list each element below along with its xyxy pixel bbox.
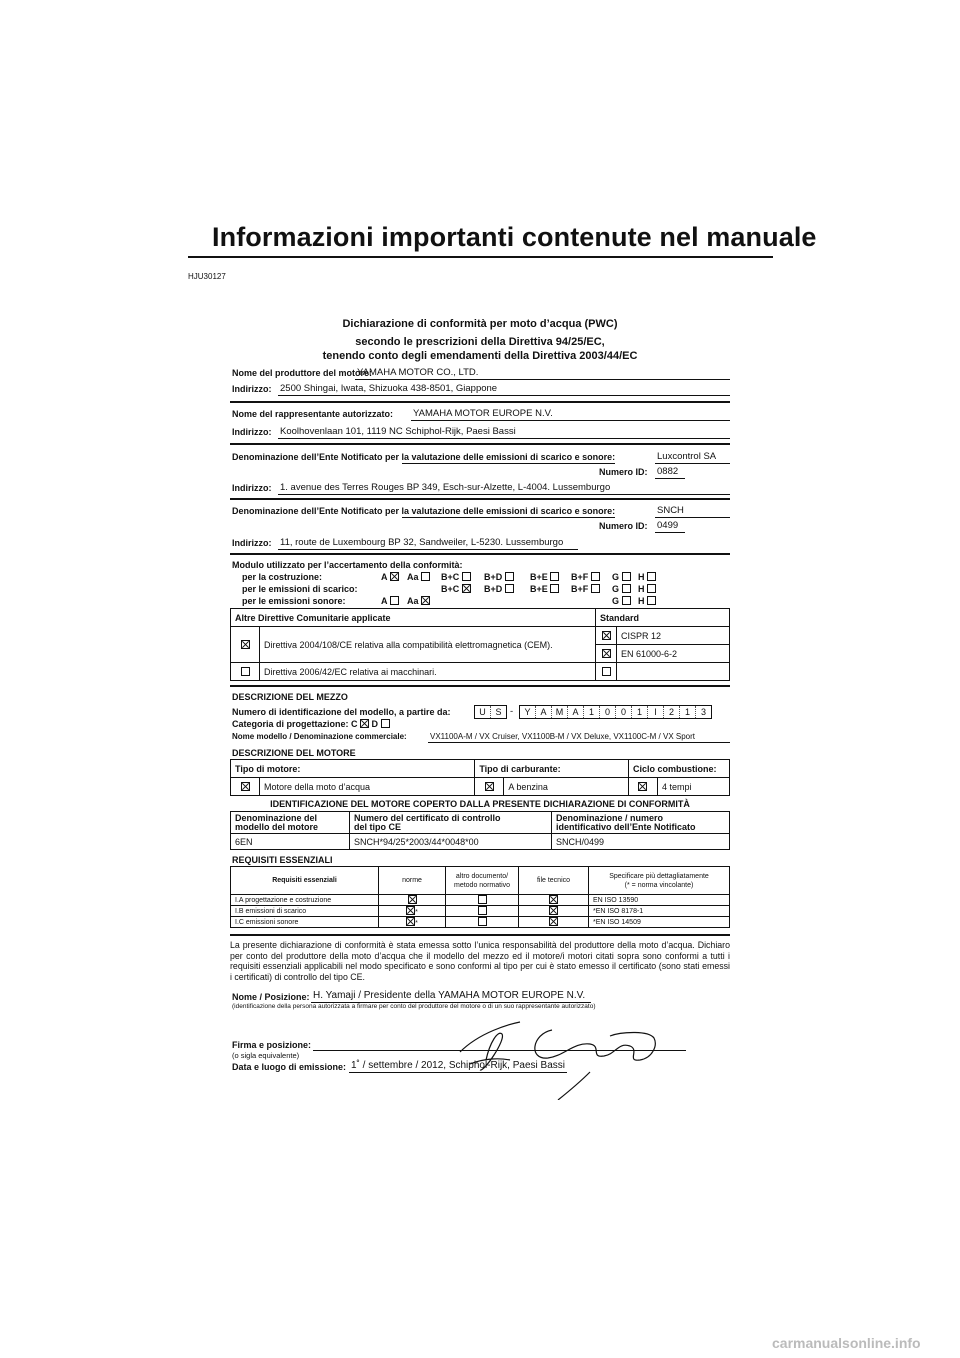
modules-title: Modulo utilizzato per l’accertamento della conformità:: [232, 560, 463, 570]
vin-char: 1: [679, 706, 695, 718]
module-bf-checkbox: B+F: [571, 584, 600, 594]
req-row-name: I.A progettazione e costruzione: [231, 895, 379, 906]
specify-header: Specificare più dettagliatamente (* = norma vincolante): [589, 867, 730, 895]
notified-body-address: 11, route de Luxembourg BP 32, Sandweiler, L-5230. Lussemburgo: [280, 537, 564, 548]
standard-en61000: EN 61000-6-2: [617, 645, 730, 663]
directives-header: Altre Direttive Comunitarie applicate: [231, 609, 596, 627]
certificate-header: Numero del certificato di controllo del tipo CE: [350, 812, 552, 834]
representative-address: Koolhovenlaan 101, 1119 NC Schiphol-Rijk, Paesi Bassi: [280, 426, 516, 437]
section-separator: [230, 934, 730, 936]
representative-name: YAMAHA MOTOR EUROPE N.V.: [413, 408, 553, 419]
vin-char: U: [479, 707, 486, 717]
notified-id-header: Denominazione / numero identificativo dell’Ente Notificato: [552, 812, 730, 834]
line: [655, 517, 730, 518]
vin-char: 2: [663, 706, 679, 718]
module-aa-checkbox: Aa: [407, 572, 430, 582]
req-row-spec: EN ISO 13590: [589, 895, 730, 906]
vin-char: I: [647, 706, 663, 718]
notified-body-id: 0882: [657, 466, 679, 477]
signer-note: (identificazione della persona autorizzata a firmare per conto del produttore del motore o di un suo rappresentante autorizzato): [232, 1003, 596, 1010]
notified-body-label: Denominazione dell’Ente Notificato per la valutazione delle emissioni di scarico e sonore:: [232, 506, 616, 516]
other-doc-checkbox: [446, 917, 519, 928]
directives-table: [230, 608, 730, 681]
tech-file-checkbox: [519, 917, 589, 928]
standard-checkbox: [596, 645, 617, 663]
doc-subtitle-1: secondo le prescrizioni della Direttiva 94/25/EC,: [355, 336, 605, 348]
section-separator: [230, 443, 730, 445]
engine-type-header: Tipo di motore:: [231, 760, 475, 778]
representative-label: Nome del rappresentante autorizzato:: [232, 409, 394, 419]
section-code: HJU30127: [188, 272, 226, 281]
req-row-spec: *EN ISO 8178-1: [589, 906, 730, 917]
req-row-name: I.C emissioni sonore: [231, 917, 379, 928]
manufacturer-label: Nome del produttore del motore:: [232, 368, 373, 378]
fuel-type-value: A benzina: [504, 778, 629, 796]
other-doc-checkbox: [446, 906, 519, 917]
doc-subtitle-2: tenendo conto degli emendamenti della Direttiva 2003/44/EC: [322, 350, 638, 362]
other-doc-checkbox: [446, 895, 519, 906]
notified-body-label: Denominazione dell’Ente Notificato per la valutazione delle emissioni di scarico e sonore:: [232, 452, 616, 462]
vin-char: 1: [631, 706, 647, 718]
manufacturer-name: YAMAHA MOTOR CO., LTD.: [357, 367, 479, 378]
standard-header: Standard: [596, 609, 730, 627]
module-g-checkbox: G: [612, 584, 631, 594]
line: [655, 463, 730, 464]
id-label: Numero ID:: [599, 521, 648, 531]
notified-body-address: 1. avenue des Terres Rouges BP 349, Esch-sur-Alzette, L-4004. Lussemburgo: [280, 482, 611, 493]
vin-char: S: [490, 706, 506, 718]
module-g-checkbox: G: [612, 572, 631, 582]
module-bf-checkbox: B+F: [571, 572, 600, 582]
line: [278, 549, 578, 550]
signature-note: (o sigla equivalente): [232, 1051, 300, 1060]
title-rule: [188, 256, 773, 258]
engine-type-value: Motore della moto d’acqua: [260, 778, 475, 796]
engine-table: [230, 759, 730, 796]
signature-label: Firma e posizione:: [232, 1040, 312, 1050]
module-bc-checkbox: B+C: [441, 572, 471, 582]
notified-id-value: SNCH/0499: [552, 834, 730, 850]
date-place-value: 1˚ / settembre / 2012, Schiphol-Rijk, Paesi Bassi: [351, 1060, 565, 1071]
line: [278, 395, 730, 396]
module-bc-checkbox: B+C: [441, 584, 471, 594]
modules-row-exhaust: per le emissioni di scarico:: [242, 584, 358, 594]
certificate-value: SNCH*94/25*2003/44*0048*00: [350, 834, 552, 850]
name-position-label: Nome / Posizione:: [232, 992, 310, 1002]
line: [278, 494, 730, 495]
vin-label: Numero di identificazione del modello, a partire da:: [232, 707, 451, 717]
combustion-value: 4 tempi: [657, 778, 729, 796]
manufacturer-address: 2500 Shingai, Iwata, Shizuoka 438-8501, Giappone: [280, 383, 498, 394]
address-label: Indirizzo:: [232, 483, 272, 493]
requirements-title: REQUISITI ESSENZIALI: [232, 855, 333, 865]
req-row-spec: *EN ISO 14509: [589, 917, 730, 928]
tech-file-checkbox: [519, 906, 589, 917]
directive-checkbox: [231, 663, 260, 681]
section-separator: [230, 401, 730, 403]
engine-model-header: Denominazione del modello del motore: [231, 812, 350, 834]
model-names: VX1100A-M / VX Cruiser, VX1100B-M / VX Deluxe, VX1100C-M / VX Sport: [430, 732, 695, 741]
tech-file-header: file tecnico: [519, 867, 589, 895]
vin-char: A: [535, 706, 551, 718]
req-header: Requisiti essenziali: [231, 867, 379, 895]
standard-checkbox: [596, 663, 617, 681]
modules-row-noise: per le emissioni sonore:: [242, 596, 346, 606]
vin-boxes: [519, 705, 712, 719]
module-h-checkbox: H: [638, 596, 656, 606]
module-a-checkbox: A: [381, 572, 399, 582]
address-label: Indirizzo:: [232, 384, 272, 394]
directive-checkbox: [231, 627, 260, 663]
id-label: Numero ID:: [599, 467, 648, 477]
line: [428, 742, 730, 743]
vin-char: 0: [615, 706, 631, 718]
notified-body-id: 0499: [657, 520, 679, 531]
notified-body-name: Luxcontrol SA: [657, 451, 717, 462]
other-doc-header: altro documento/ metodo normativo: [446, 867, 519, 895]
address-label: Indirizzo:: [232, 427, 272, 437]
requirements-table: [230, 866, 730, 928]
module-bd-checkbox: B+D: [484, 584, 514, 594]
identification-title: IDENTIFICAZIONE DEL MOTORE COPERTO DALLA PRESENTE DICHIARAZIONE DI CONFORMITÀ: [270, 799, 690, 809]
module-g-checkbox: G: [612, 596, 631, 606]
notified-body-name: SNCH: [657, 505, 684, 516]
design-category: Categoria di progettazione: C D: [232, 719, 390, 729]
vin-prefix-boxes: [474, 705, 507, 719]
signature-line: [313, 1050, 686, 1051]
norms-checkbox: *: [379, 917, 446, 928]
directive-machinery: Direttiva 2006/42/EC relativa ai macchinari.: [260, 663, 596, 681]
section-separator: [230, 685, 730, 687]
conformity-statement: La presente dichiarazione di conformità è stata emessa sotto l’unica responsabilità del produttore della moto d’acqua. Dichiaro per conto del produttore della moto d’acqua che il modello del mezzo ed il motore/i motori citati sopra sono conformi a tutti i requisiti essenziali applicabili nel modo specificato e sono conformi al tipo per cui è stato emesso il certificato (sono stati emessi i certificati) di controllo del tipo CE.: [230, 940, 730, 982]
vin-char: Y: [524, 707, 531, 717]
norms-header: norme: [379, 867, 446, 895]
standard-empty: [617, 663, 730, 681]
vin-char: 3: [695, 706, 711, 718]
engine-checkbox: [231, 778, 260, 796]
line: [278, 438, 730, 439]
vin-char: M: [551, 706, 567, 718]
engine-model-value: 6EN: [231, 834, 350, 850]
module-h-checkbox: H: [638, 584, 656, 594]
module-bd-checkbox: B+D: [484, 572, 514, 582]
directive-emc: Direttiva 2004/108/CE relativa alla compatibilità elettromagnetica (CEM).: [260, 627, 596, 663]
combustion-header: Ciclo combustione:: [628, 760, 729, 778]
vin-char: 1: [583, 706, 599, 718]
section-separator: [230, 553, 730, 555]
doc-title: Dichiarazione di conformità per moto d’acqua (PWC): [342, 318, 618, 330]
vin-char: A: [567, 706, 583, 718]
identification-table: [230, 811, 730, 850]
model-label: Nome modello / Denominazione commerciale:: [232, 732, 407, 741]
line: [349, 1072, 567, 1073]
engine-title: DESCRIZIONE DEL MOTORE: [232, 748, 356, 758]
signer-name: H. Yamaji / Presidente della YAMAHA MOTOR EUROPE N.V.: [313, 990, 586, 1001]
module-be-checkbox: B+E: [530, 572, 559, 582]
module-a-checkbox: A: [381, 596, 399, 606]
standard-checkbox: [596, 627, 617, 645]
date-place-label: Data e luogo di emissione:: [232, 1062, 347, 1072]
vin-dash: -: [510, 706, 514, 717]
combustion-checkbox: [628, 778, 657, 796]
modules-row-construction: per la costruzione:: [242, 572, 323, 582]
line: [355, 379, 730, 380]
page-title: Informazioni importanti contenute nel manuale: [212, 222, 817, 252]
vin-char: 0: [599, 706, 615, 718]
standard-cispr: CISPR 12: [617, 627, 730, 645]
fuel-checkbox: [475, 778, 504, 796]
fuel-type-header: Tipo di carburante:: [475, 760, 629, 778]
req-row-name: I.B emissioni di scarico: [231, 906, 379, 917]
tech-file-checkbox: [519, 895, 589, 906]
handwritten-signature: [440, 1012, 670, 1100]
module-be-checkbox: B+E: [530, 584, 559, 594]
vehicle-title: DESCRIZIONE DEL MEZZO: [232, 692, 348, 702]
norms-checkbox: [379, 895, 446, 906]
footer-watermark: carmanualsonline.info: [772, 1335, 921, 1351]
section-separator: [230, 498, 730, 500]
norms-checkbox: *: [379, 906, 446, 917]
line: [655, 532, 685, 533]
line: [655, 478, 685, 479]
module-h-checkbox: H: [638, 572, 656, 582]
address-label: Indirizzo:: [232, 538, 272, 548]
module-aa-checkbox: Aa: [407, 596, 430, 606]
line: [411, 420, 730, 421]
